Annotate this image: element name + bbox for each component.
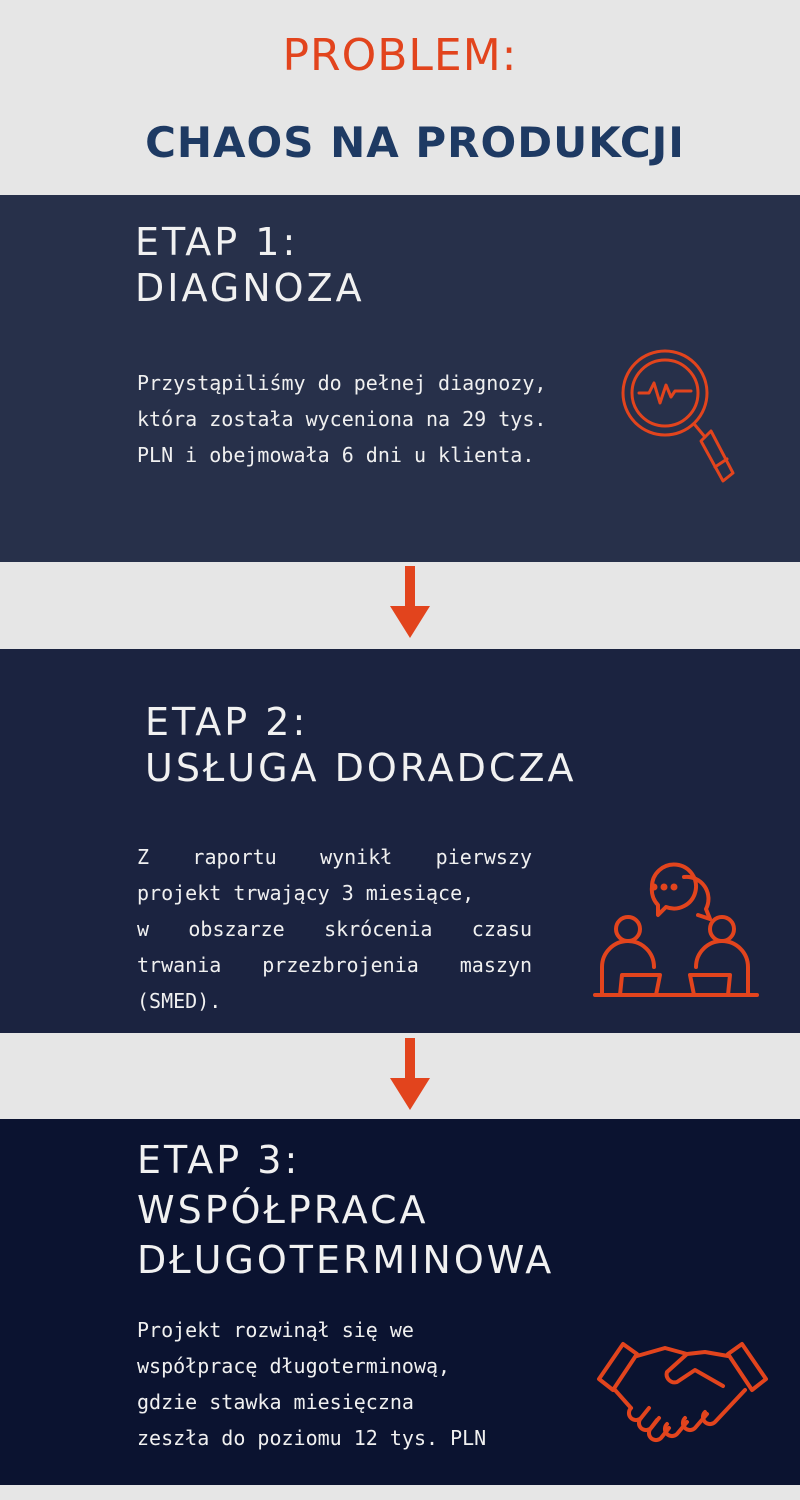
page-title: CHAOS NA PRODUKCJI: [145, 118, 685, 167]
stage-2-desc-line: (SMED).: [137, 989, 222, 1013]
stage-2-label-line: USŁUGA DORADCZA: [145, 746, 577, 790]
stage-3-label-line: ETAP 3:: [137, 1138, 301, 1182]
stage-3-description: [137, 1312, 486, 1456]
stage-2-panel: [0, 649, 800, 1033]
down-arrow-icon: [385, 1038, 435, 1113]
stage-3-desc-line: współpracę długoterminową,: [137, 1354, 451, 1378]
stage-3-label-line: WSPÓŁPRACA: [137, 1188, 429, 1232]
stage-2-description: [137, 839, 532, 1019]
stage-3-desc-line: gdzie stawka miesięczna: [137, 1390, 414, 1414]
stage-2-desc-line: Z raportu wynikł pierwszy: [137, 845, 532, 869]
consultation-icon: [592, 857, 762, 1002]
stage-3-label: [137, 1135, 554, 1285]
magnifier-pulse-icon: [615, 345, 745, 495]
stage-1-desc-line: Przystąpiliśmy do pełnej diagnozy,: [137, 371, 547, 395]
stage-2-desc-line: trwania przezbrojenia maszyn: [137, 953, 532, 977]
stage-3-desc-line: zeszła do poziomu 12 tys. PLN: [137, 1426, 487, 1450]
stage-1-label: [135, 219, 365, 311]
stage-2-desc-line: w obszarze skrócenia czasu: [137, 917, 532, 941]
stage-1-desc-line: PLN i obejmowała 6 dni u klienta.: [137, 443, 535, 467]
down-arrow-icon: [385, 566, 435, 641]
stage-2-label-line: ETAP 2:: [145, 700, 309, 744]
stage-2-desc-line: projekt trwający 3 miesiące,: [137, 881, 475, 905]
stage-1-description: [137, 365, 546, 473]
stage-3-desc-line: Projekt rozwinął się we: [137, 1318, 414, 1342]
problem-kicker: PROBLEM:: [282, 30, 518, 81]
stage-1-panel: [0, 195, 800, 562]
header: [0, 0, 800, 195]
stage-1-label-line: ETAP 1:: [135, 220, 299, 264]
handshake-icon: [595, 1334, 770, 1449]
stage-2-label: [145, 699, 576, 791]
stage-1-label-line: DIAGNOZA: [135, 266, 365, 310]
stage-1-desc-line: która została wyceniona na 29 tys.: [137, 407, 547, 431]
stage-3-panel: [0, 1119, 800, 1485]
footer-strip: [0, 1485, 800, 1500]
stage-3-label-line: DŁUGOTERMINOWA: [137, 1238, 555, 1282]
